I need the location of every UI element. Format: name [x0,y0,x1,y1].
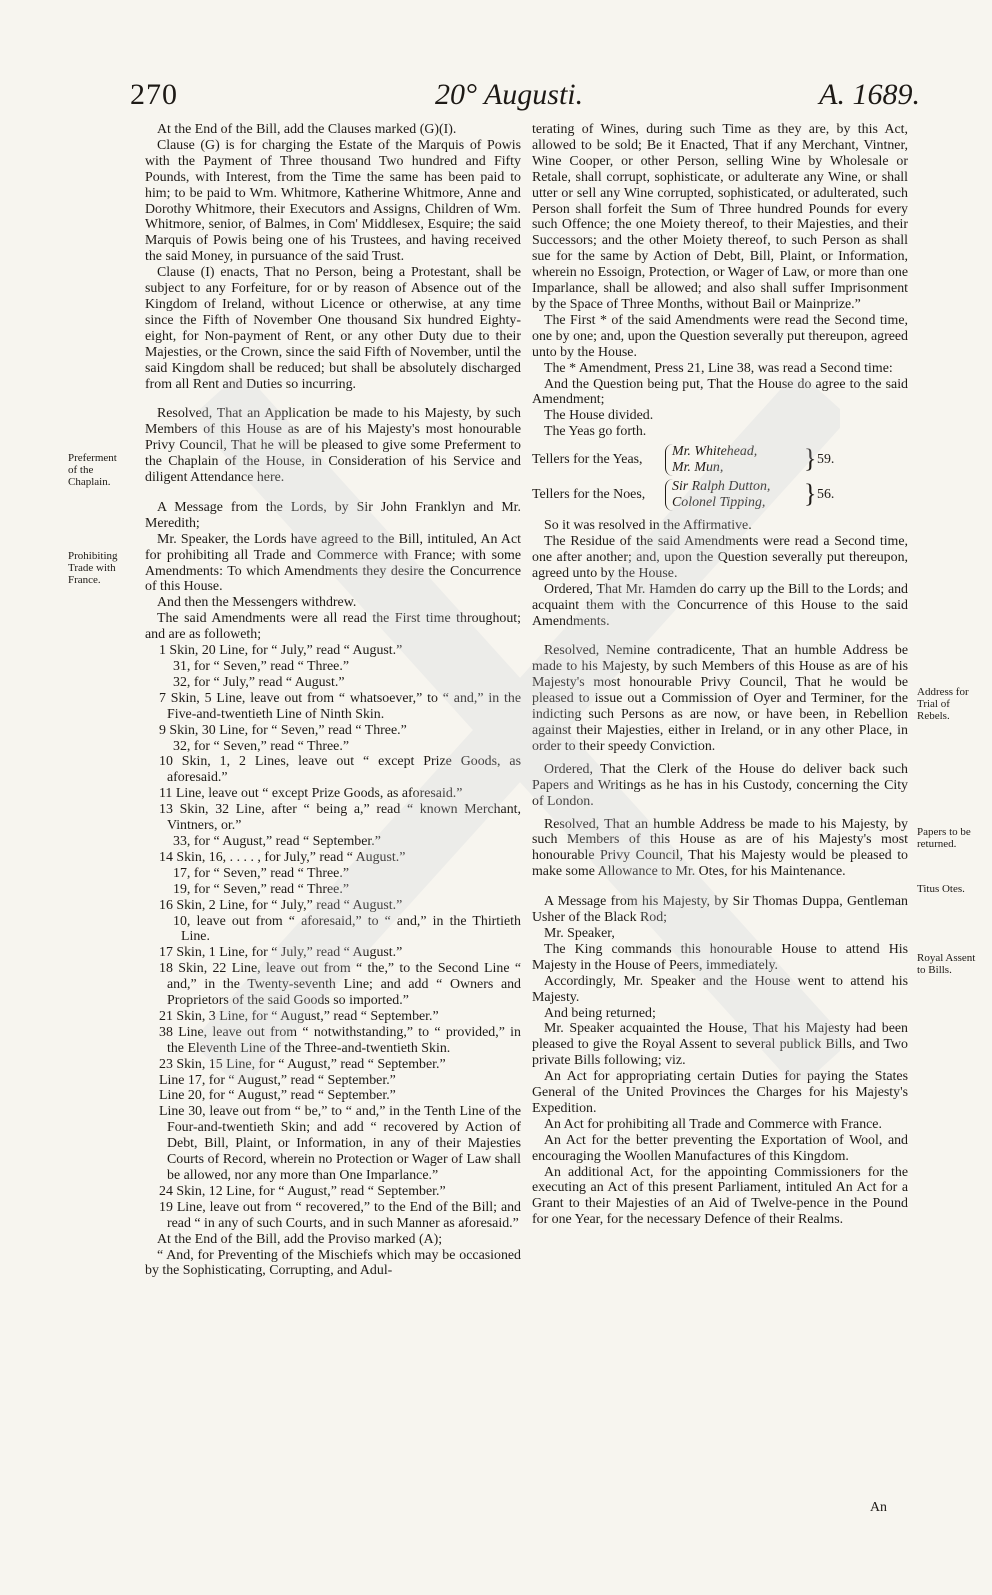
page-number: 270 [130,78,178,111]
paragraph: 32, for “ July,” read “ August.” [173,674,345,690]
teller-yea-2: Mr. Mun, [672,460,724,476]
paragraph: An Act for appropriating certain Duties for paying the States General of the United Provinces the Charges for his Majesty's Expedition. [532,1069,908,1116]
paragraph: A Message from his Majesty, by Sir Thomas Duppa, Gentleman Usher of the Black Rod; [532,894,908,926]
paragraph: 31, for “ Seven,” read “ Three.” [173,659,349,674]
paragraph: 19, for “ Seven,” read “ Three.” [173,881,349,897]
paragraph: Mr. Speaker, [544,925,615,941]
paragraph: 23 Skin, 15 Line, for “ August,” read “ September.” [159,1056,446,1072]
margin-note-france: Prohibiting Trade with France. [68,550,118,586]
paragraph: And then the Messengers withdrew. [157,595,357,611]
tellers-noes-names [665,479,770,511]
paragraph: Line 17, for “ August,” read “ September.” [159,1072,396,1088]
tellers-noes-count: 56. [817,487,835,503]
right-column-part-b [532,518,908,1228]
tellers-yeas-count: 59. [817,452,835,468]
paragraph: 21 Skin, 3 Line, for “ August,” read “ September.” [159,1008,439,1024]
paragraph: Resolved, Nemine contradicente, That an humble Address be made to his Majesty, by such Members of this House as are of his Majesty's most honourable Privy Council, That he would be pleased to issue out a Commission of Oyer and Terminer, for the indicting such Persons as are now, or have been, in Rebellion against their Majesties, either in Ireland, or in any other Place, in order to their speedy Conviction. [532,643,908,754]
paragraph: The King commands this honourable House to attend His Majesty in the House of Peers, immediately. [532,941,908,973]
paragraph: Ordered, That the Clerk of the House do deliver back such Papers and Writings as he has in his Custody, concerning the City of London. [532,761,908,809]
paragraph: The First * of the said Amendments were read the Second time, one by one; and, upon the Question severally put thereupon, agreed unto by the House. [532,312,908,360]
paragraph: An Act for the better preventing the Exportation of Wool, and encouraging the Woollen Manufactures of this Kingdom. [532,1132,908,1164]
tellers-yeas [532,444,908,478]
page-year: A. 1689. [819,78,920,111]
paragraph: The said Amendments were all read the First time throughout; and are as followeth; [145,611,521,643]
paragraph: 24 Skin, 12 Line, for “ August,” read “ September.” [159,1183,446,1199]
paragraph: 14 Skin, 16, . . . . , for July,” read “ August.” [159,849,406,865]
paragraph: 33, for “ August,” read “ September.” [173,833,381,849]
paragraph: Resolved, That an humble Address be made to his Majesty, by such Members of this House as are of his Majesty's most honourable Privy Council, That his Majesty would be pleased to make some Allowance to Mr. Otes, for his Maintenance. [532,816,908,880]
paragraph: 1 Skin, 20 Line, for “ July,” read “ August.” [159,643,403,659]
paragraph: “ And, for Preventing of the Mischiefs which may be occasioned by the Sophisticating, Corrupting, and Adul- [145,1247,521,1279]
tellers-yeas-names [665,444,757,476]
paragraph: Mr. Speaker, the Lords have agreed to the Bill, intituled, An Act for prohibiting all Trade and Commerce with France; with some Amendments: To which Amendments they desire the Concurrence of this House. [145,531,521,595]
paragraph: The House divided. [544,408,654,424]
paragraph: An additional Act, for the appointing Commissioners for the executing an Act of this present Parliament, intituled An Act for a Grant to their Majesties of an Aid of Twelve-pence in the Pound for one Year, for the necessary Defence of their Realms. [532,1164,908,1228]
paragraph: Accordingly, Mr. Speaker and the House went to attend his Majesty. [532,973,908,1005]
paragraph: An Act for prohibiting all Trade and Commerce with France. [544,1116,882,1132]
brace-glyph: } [804,444,817,474]
teller-no-1: Sir Ralph Dutton, [672,479,771,495]
right-column-part-a [532,122,908,440]
paragraph: Resolved, That an Application be made to his Majesty, by such Members of this House as are of his Majesty's most honourable Privy Council, That he will be pleased to give some Preferment to the Chaplain of the House, in Consideration of his Service and diligent Attendance here. [145,406,521,486]
paragraph: At the End of the Bill, add the Clauses marked (G)(I). [157,122,457,137]
paragraph: 17 Skin, 1 Line, for “ July,” read “ August.” [159,945,403,961]
margin-note-chaplain: Preferment of the Chaplain. [68,452,117,488]
paragraph: Clause (I) enacts, That no Person, being a Protestant, shall be subject to any Forfeiture, for or by reason of Absence out of the Kingdom of Ireland, without Licence or otherwise, at any time since the Fifth of November One thousand Six hundred Eighty-eight, for Non-payment of Rent, or any other Duty due to their Majesties, or the Crown, since the said Fifth of November, until the said Kingdom shall be reduced; but shall be absolutely discharged from all Rent and Duties so incurring. [145,265,521,392]
paragraph: Ordered, That Mr. Hamden do carry up the Bill to the Lords; and acquaint them with the Concurrence of this House to the said Amendments. [532,581,908,629]
margin-note-oates: Titus Otes. [917,883,965,895]
teller-no-2: Colonel Tipping, [672,495,766,511]
paragraph: 9 Skin, 30 Line, for “ Seven,” read “ Three.” [159,722,407,738]
paragraph: Clause (G) is for charging the Estate of the Marquis of Powis with the Payment of Three thousand Two hundred and Fifty Pounds, with Interest, from the Time the same has been paid to him; to be paid to Wm. Whitmore, Katherine Whitmore, Anne and Dorothy Whitmore, their Executors and Assigns, Children of Wm. Whitmore, senior, of Balmes, in Com' Middlesex, Esquire; the said Marquis of Powis being one of his Trustees, and having received the said Money, in pursuance of the said Trust. [145,137,521,265]
tellers-noes-label: Tellers for the Noes, [532,487,646,503]
paragraph: 16 Skin, 2 Line, for “ July,” read “ August.” [159,897,403,913]
margin-note-papers: Papers to be returned. [917,826,971,850]
paragraph: And the Question being put, That the House do agree to the said Amendment; [532,376,908,408]
tellers-yeas-label: Tellers for the Yeas, [532,452,643,468]
paragraph: 11 Line, leave out “ except Prize Goods, as aforesaid.” [159,786,463,802]
paragraph: And being returned; [544,1005,656,1021]
margin-note-rebels: Address for Trial of Rebels. [917,686,969,722]
left-column [145,122,521,1279]
tellers-division [532,444,908,514]
paragraph: So it was resolved in the Affirmative. [544,518,752,534]
paragraph: 38 Line, leave out from “ notwithstanding,” to “ provided,” in the Eleventh Line of the Three-and-twentieth Skin. [159,1024,521,1056]
margin-note-assent: Royal Assent to Bills. [917,952,976,976]
paragraph: The * Amendment, Press 21, Line 38, was read a Second time: [544,360,893,376]
brace-glyph: } [804,479,817,509]
paragraph: 18 Skin, 22 Line, leave out from “ the,” to the Second Line “ and,” in the Twenty-seventh Line; and add “ Owners and Proprietors of the said Goods so imported.” [159,961,521,1009]
paragraph: 7 Skin, 5 Line, leave out from “ whatsoever,” to “ and,” in the Five-and-twentieth Line of Ninth Skin. [159,690,521,722]
paragraph: terating of Wines, during such Time as they are, by this Act, allowed to be sold; Be it Enacted, That if any Merchant, Vintner, Wine Cooper, or other Person, selling Wine by Wholesale or Retale, shall corrupt, sophisticate, or adulterate any Wine, or shall utter or sell any Wine corrupted, sophisticated, or adulterated, such Person shall forfeit the Sum of Three hundred Pounds for every such Offence; the one Moiety thereof, to their Majesties, and their Successors; and the other Moiety thereof, to such Person as shall sue for the same by Action of Debt, Bill, Plaint, or Information, wherein no Essoign, Protection, or Wager of Law, or more than one Imparlance, shall be allowed; and also shall suffer Imprisonment by the Space of Three Months, without Bail or Mainprize.” [532,122,908,312]
paragraph: Line 20, for “ August,” read “ September.” [159,1088,396,1104]
paragraph: The Yeas go forth. [544,424,647,440]
tellers-noes [532,479,908,513]
catchword: An [870,1500,887,1515]
paragraph: 10 Skin, 1, 2 Lines, leave out “ except Prize Goods, as aforesaid.” [159,754,521,786]
paragraph: 13 Skin, 32 Line, after “ being a,” read “ known Merchant, Vintners, or.” [159,802,521,834]
paragraph: 17, for “ Seven,” read “ Three.” [173,865,349,881]
teller-yea-1: Mr. Whitehead, [672,444,758,460]
paragraph: A Message from the Lords, by Sir John Franklyn and Mr. Meredith; [145,499,521,531]
paragraph: 32, for “ Seven,” read “ Three.” [173,738,349,754]
page-date: 20° Augusti. [435,78,584,111]
paragraph: 19 Line, leave out from “ recovered,” to the End of the Bill; and read “ in any of such Courts, and in such Manner as aforesaid.” [159,1199,521,1231]
page-header [130,78,920,118]
paragraph: The Residue of the said Amendments were read a Second time, one after another; and, upon the Question severally put thereupon, agreed unto by the House. [532,534,908,581]
paragraph: Mr. Speaker acquainted the House, That his Majesty had been pleased to give the Royal Assent to several publick Bills, and Two private Bills following; viz. [532,1021,908,1069]
right-column [532,122,908,1228]
paragraph: At the End of the Bill, add the Proviso marked (A); [157,1231,443,1247]
paragraph: 10, leave out from “ aforesaid,” to “ and,” in the Thirtieth Line. [173,913,521,945]
paragraph: Line 30, leave out from “ be,” to “ and,” in the Tenth Line of the Four-and-twentieth Skin; and add “ recovered by Action of Debt, Bill, Plaint, or Information, in any of their Majesties Courts of Record, wherein no Protection or Wager of Law shall be allowed, nor any more than One Imparlance.” [159,1104,521,1183]
